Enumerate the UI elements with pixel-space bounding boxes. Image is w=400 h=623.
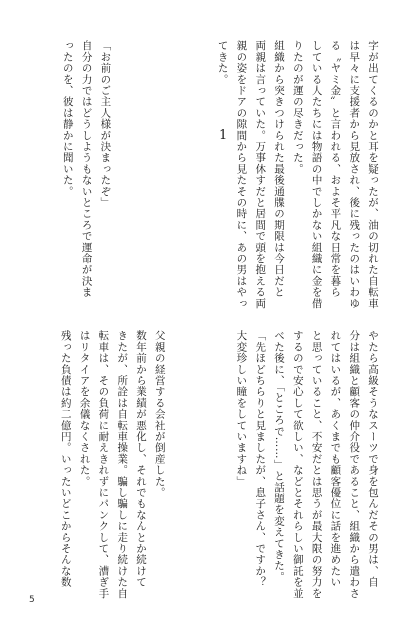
chapter-number: 1: [219, 128, 228, 143]
text-column: 大変珍しい瞳をしていますね」: [235, 330, 248, 487]
text-column: べた後に、「ところで……」と話題を変えてきた。: [273, 330, 286, 583]
text-column: 「お前のご主人様が決まったぞ」: [99, 40, 112, 208]
text-column: 組織から突きつけられた最後通牒の期限は今日だと: [273, 40, 286, 298]
text-column: 転車は、その負荷に耐えきれずにパンクして、漕ぎ手: [97, 330, 110, 599]
opening-text-block: [58, 40, 114, 305]
text-column: と思っていること、不安だとは思うが最大限の努力を: [310, 330, 323, 599]
text-column: 父親の経営する会社が倒産した。: [153, 330, 166, 498]
text-column: は早々に支援者から見放され、後に残ったのはいわゆ: [348, 40, 361, 309]
text-column: 残った負債は約二億円。いったいどこからそんな数: [59, 330, 72, 588]
text-column: 親の姿をドアの隙間から見たその時に、あの男はやっ: [235, 40, 248, 309]
narrative-text-block: [56, 330, 169, 599]
text-column: 字が出てくるのかと耳を疑ったが、油の切れた自転車: [367, 40, 379, 309]
page-number: 5: [29, 595, 35, 605]
right-text-block-lower: [232, 330, 382, 599]
text-column: 両親は言っていた。万事休すだと居間で頭を抱える両: [254, 40, 267, 309]
text-column: やたら高級そうなスーツで身を包んだその男は、自: [367, 330, 379, 588]
text-column: 自分の力ではどうしようもないところで運命が決ま: [80, 40, 93, 298]
text-column: れてはいるが、あくまでも顧客優位に話を進めたい: [329, 330, 342, 588]
text-column: きたが、所詮は自転車操業。騙し騙しに走り続けた自: [116, 330, 129, 599]
text-column: 数年前から業績が悪化し、それでもなんとか続けて: [134, 330, 147, 588]
text-column: するので安心して欲しい、などとそれらしい御託を並: [291, 330, 304, 599]
text-column: している人たちには物語の中でしかない組織に金を借: [310, 40, 323, 309]
text-column: る〝ヤミ金〟と言われる、およそ平凡な日常を暮ら: [329, 40, 342, 298]
text-column: はリタイアを余儀なくされた。: [78, 330, 91, 487]
text-column: りたのが運の尽きだった。: [291, 40, 304, 175]
right-text-block: [213, 40, 382, 309]
text-column: ったのを、彼は静かに聞いた。: [61, 40, 74, 197]
text-column: 「先ほどちらりと見ましたが、息子さん、ですか？: [254, 330, 267, 588]
text-column: 分は組織と顧客の仲介役であること、組織から遣わさ: [348, 330, 361, 599]
text-column: てきた。: [216, 40, 229, 85]
